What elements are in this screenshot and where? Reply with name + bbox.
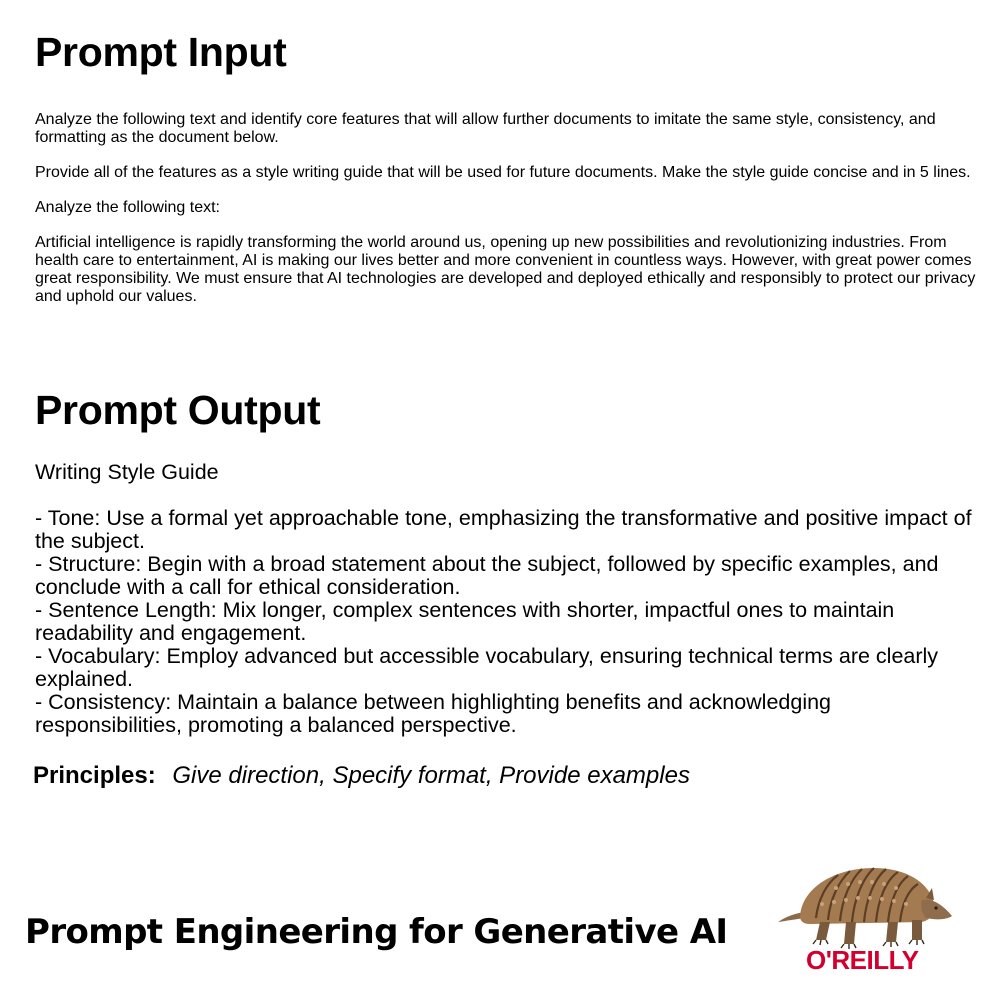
prompt-output-body: [35, 461, 980, 737]
armadillo-icon: [776, 860, 956, 950]
principles-line: [33, 760, 690, 792]
prompt-input-body: [35, 111, 980, 323]
style-guide-item-vocabulary: - Vocabulary: Employ advanced but accessible vocabulary, ensuring technical terms are clearly explained.: [35, 644, 939, 691]
prompt-input-paragraph: Analyze the following text and identify core features that will allow further documents to imitate the same style, consistency, and formatting as the document below.: [35, 111, 936, 146]
style-guide-item-consistency: - Consistency: Maintain a balance between highlighting benefits and acknowledging responsibilities, promoting a balanced perspective.: [35, 690, 832, 737]
prompt-output-heading: Prompt Output: [35, 387, 321, 433]
principles-value: Give direction, Specify format, Provide examples: [172, 762, 690, 789]
book-title: Prompt Engineering for Generative AI: [25, 912, 728, 952]
style-guide-item-structure: - Structure: Begin with a broad statement about the subject, followed by specific examples, and conclude with a call for ethical consideration.: [35, 552, 939, 599]
publisher-logo: O'REILLY: [806, 945, 919, 975]
principles-label: Principles:: [33, 762, 156, 789]
prompt-input-heading: Prompt Input: [35, 29, 287, 75]
prompt-input-paragraph: Provide all of the features as a style writing guide that will be used for future documents. Make the style guide concise and in 5 lines.: [35, 164, 971, 181]
prompt-input-paragraph: Artificial intelligence is rapidly transforming the world around us, opening up new possibilities and revolutionizing industries. From health care to entertainment, AI is making our lives better and more convenient in countless ways. However, with great power comes great responsibility. We must ensure that AI technologies are developed and deployed ethically and responsibly to protect our privacy and uphold our values.: [35, 234, 976, 305]
style-guide-title: Writing Style Guide: [35, 460, 219, 484]
prompt-input-paragraph: Analyze the following text:: [35, 199, 220, 216]
style-guide-item-tone: - Tone: Use a formal yet approachable tone, emphasizing the transformative and positive impact of the subject.: [35, 506, 972, 553]
style-guide-item-sentence-length: - Sentence Length: Mix longer, complex sentences with shorter, impactful ones to maintain readability and engagement.: [35, 598, 895, 645]
